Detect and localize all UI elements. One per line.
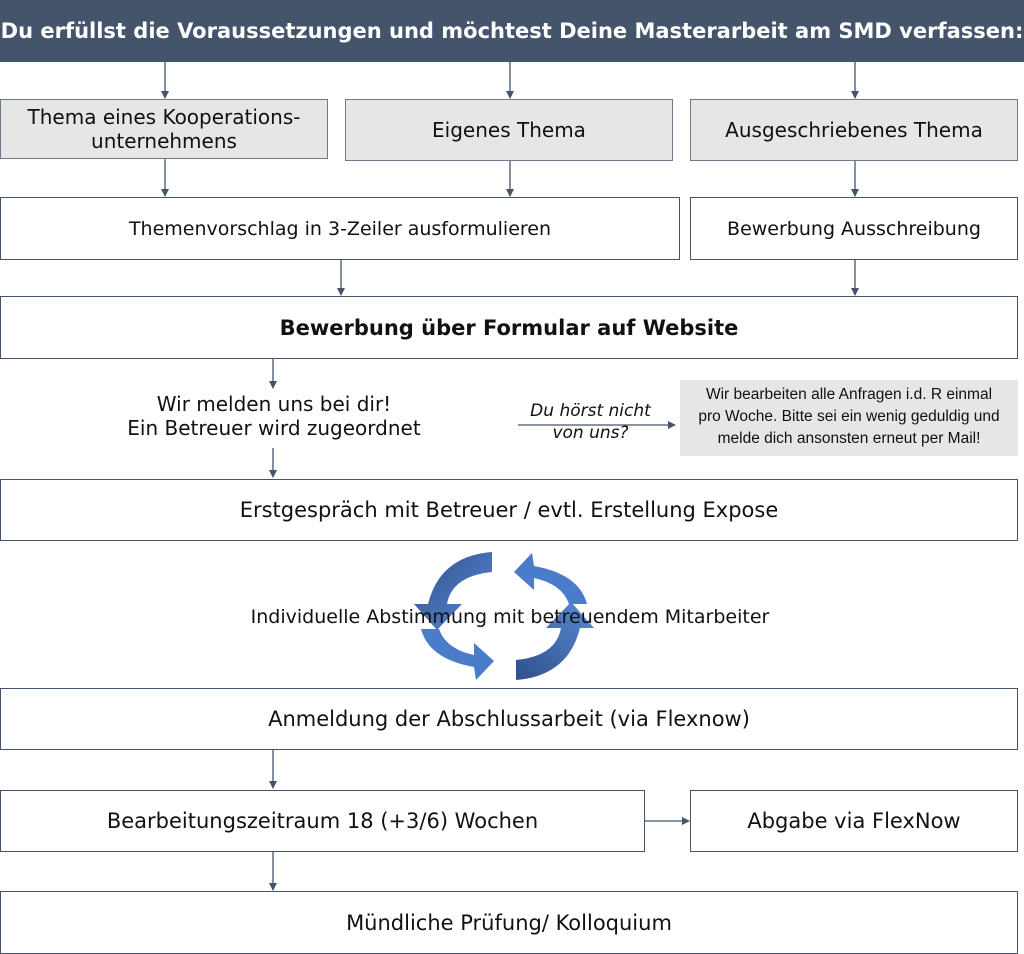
option-advertised-topic: Ausgeschriebenes Thema bbox=[690, 99, 1018, 161]
step-first-meeting: Erstgespräch mit Betreuer / evtl. Erstellung Expose bbox=[0, 479, 1018, 541]
step-apply-advert: Bewerbung Ausschreibung bbox=[690, 197, 1018, 260]
option-cooperation-topic bbox=[0, 99, 328, 159]
step-formulate-topic: Themenvorschlag in 3-Zeiler ausformulieren bbox=[0, 197, 680, 260]
no-reply-line2: von uns? bbox=[552, 423, 629, 443]
option-own-topic: Eigenes Thema bbox=[345, 99, 673, 161]
note-line3: melde dich ansonsten erneut per Mail! bbox=[717, 430, 981, 447]
coordination-label: Individuelle Abstimmung mit betreuendem Mitarbeiter bbox=[250, 606, 770, 628]
step-apply-form: Bewerbung über Formular auf Website bbox=[0, 296, 1018, 359]
step-processing-period: Bearbeitungszeitraum 18 (+3/6) Wochen bbox=[0, 790, 645, 852]
option-cooperation-line2: unternehmens bbox=[91, 129, 237, 153]
no-reply-line1: Du hörst nicht bbox=[530, 401, 651, 421]
step-submission: Abgabe via FlexNow bbox=[690, 790, 1018, 852]
no-reply-text bbox=[518, 400, 663, 444]
note-line1: Wir bearbeiten alle Anfragen i.d. R einmal bbox=[705, 386, 993, 403]
option-cooperation-line1: Thema eines Kooperations- bbox=[27, 105, 301, 129]
contact-line1: Wir melden uns bei dir! bbox=[156, 392, 392, 416]
processing-note bbox=[680, 380, 1018, 456]
contact-message bbox=[100, 392, 448, 440]
note-line2: pro Woche. Bitte sei ein wenig geduldig und bbox=[698, 408, 1000, 425]
step-oral-exam: Mündliche Prüfung/ Kolloquium bbox=[0, 891, 1018, 954]
step-registration: Anmeldung der Abschlussarbeit (via Flexnow) bbox=[0, 688, 1018, 750]
contact-line2: Ein Betreuer wird zugeordnet bbox=[127, 416, 421, 440]
page-title: Du erfüllst die Voraussetzungen und möchtest Deine Masterarbeit am SMD verfassen: bbox=[0, 0, 1024, 62]
